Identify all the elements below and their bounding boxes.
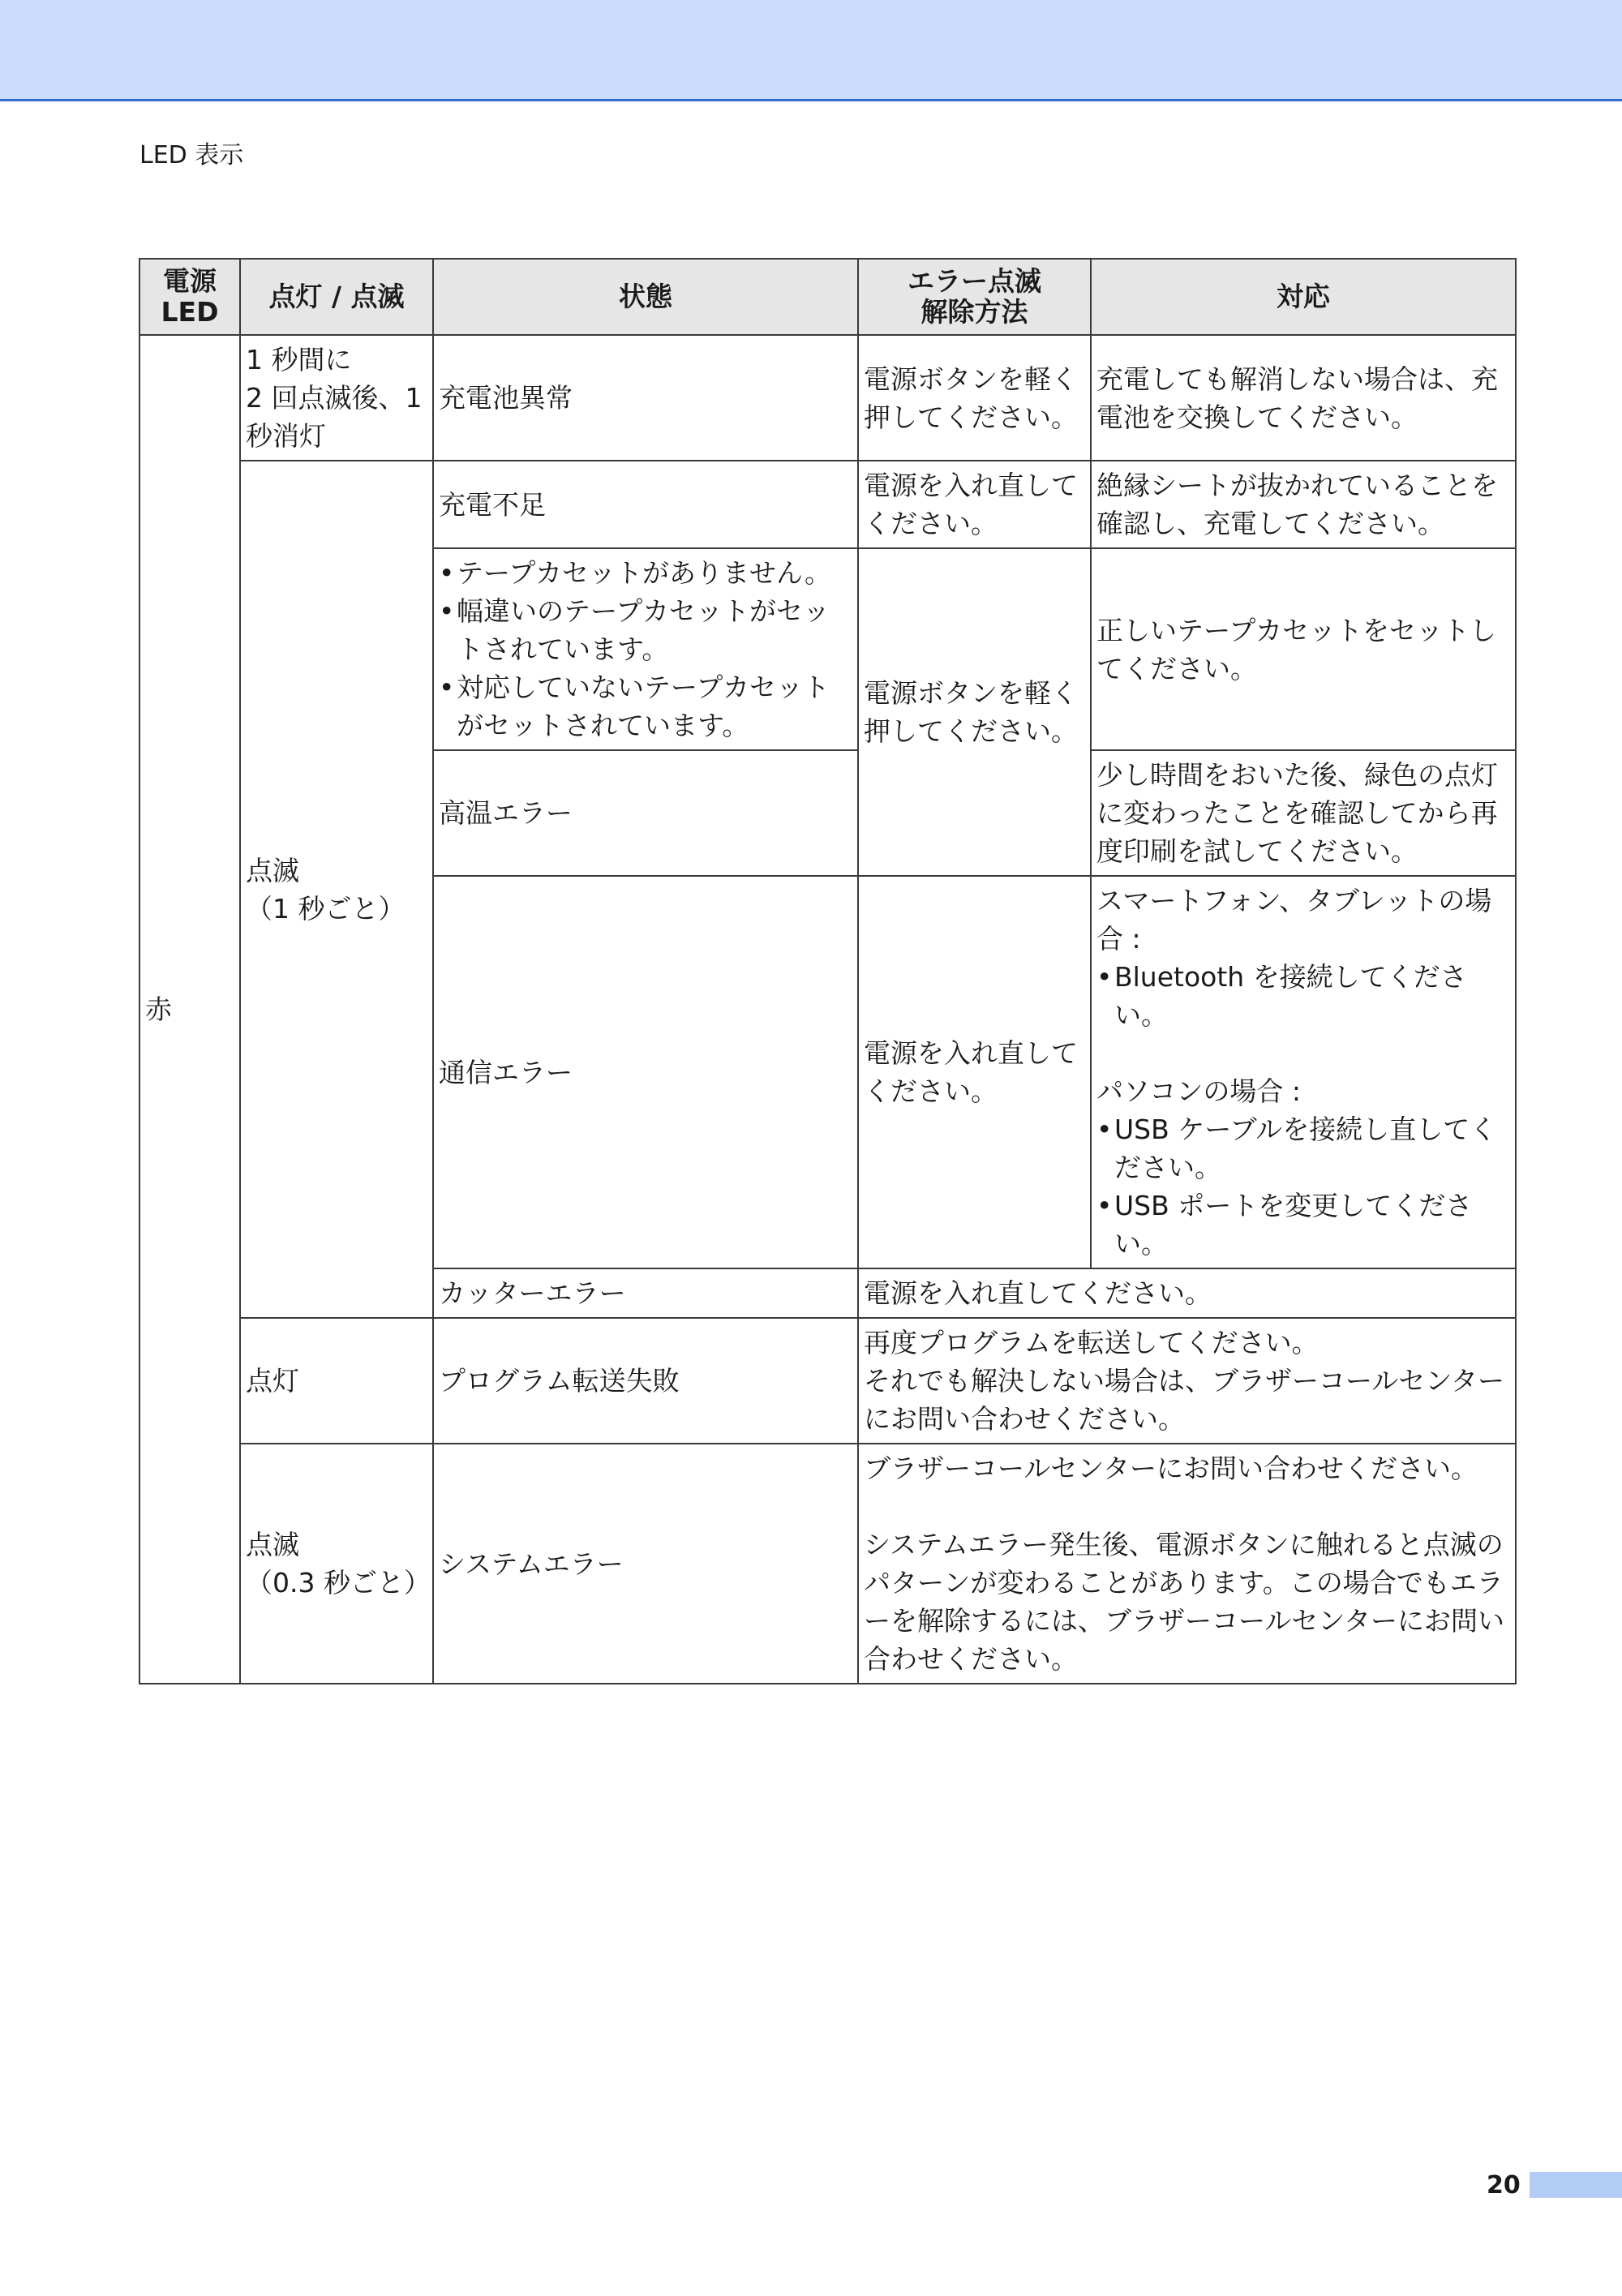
action-bullet-list	[1096, 958, 1510, 1034]
action-heading: スマートフォン、タブレットの場合 :	[1096, 885, 1492, 955]
status-cell: カッターエラー	[433, 1268, 858, 1318]
table-row	[139, 335, 1516, 461]
led-status-table	[139, 258, 1517, 1684]
table-row	[139, 461, 1516, 548]
pattern-line: 2 回点滅後、1	[246, 382, 423, 414]
action-cell: 充電しても解消しない場合は、充電池を交換してください。	[1091, 335, 1516, 461]
action-bullet: • Bluetooth を接続してください。	[1096, 958, 1510, 1034]
clear-action-cell	[858, 1318, 1516, 1444]
status-cell: 通信エラー	[433, 876, 858, 1268]
action-bullet-list	[1096, 1110, 1510, 1263]
action-heading: パソコンの場合 :	[1096, 1075, 1301, 1107]
page-number: 20	[1487, 2171, 1521, 2199]
action-cell	[1091, 876, 1516, 1268]
status-bullet-list	[439, 554, 852, 745]
pattern-cell	[240, 461, 433, 1318]
clear-method-cell: 電源を入れ直してください。	[858, 876, 1091, 1268]
page-tab-marker	[1530, 2172, 1622, 2198]
header-power-led-line2: LED	[161, 296, 219, 328]
clear-method-cell: 電源ボタンを軽く押してください。	[858, 548, 1091, 876]
header-power-led	[139, 259, 240, 335]
table-row	[139, 1318, 1516, 1444]
header-band	[0, 0, 1622, 101]
header-clear-line2: 解除方法	[920, 296, 1028, 328]
clear-action-cell	[858, 1444, 1516, 1684]
status-cell: 充電池異常	[433, 335, 858, 461]
status-cell: システムエラー	[433, 1444, 858, 1684]
clear-method-cell: 電源を入れ直してください。	[858, 461, 1091, 548]
pattern-cell: 点灯	[240, 1318, 433, 1444]
clear-action-text: ブラザーコールセンターにお問い合わせください。	[864, 1453, 1478, 1484]
table-row	[139, 1444, 1516, 1684]
pattern-cell	[240, 335, 433, 461]
status-cell	[433, 548, 858, 750]
header-pattern: 点灯 / 点滅	[240, 259, 433, 335]
led-color-cell: 赤	[139, 335, 240, 1684]
clear-action-text: システムエラー発生後、電源ボタンに触れると点滅のパターンが変わることがあります。この場合でもエラーを解除するには、ブラザーコールセンターにお問い合わせください。	[864, 1529, 1505, 1675]
status-bullet: • 対応していないテープカセットがセットされています。	[439, 668, 852, 745]
action-cell: 絶縁シートが抜かれていることを確認し、充電してください。	[1091, 461, 1516, 548]
pattern-line: 点滅	[246, 1529, 299, 1560]
header-clear-method	[858, 259, 1091, 335]
pattern-line: 1 秒間に	[246, 344, 352, 376]
pattern-line: 点滅	[246, 854, 299, 886]
header-status: 状態	[433, 259, 858, 335]
clear-action-text: 再度プログラムを転送してください。	[864, 1327, 1319, 1358]
status-cell: プログラム転送失敗	[433, 1318, 858, 1444]
header-action: 対応	[1091, 259, 1516, 335]
header-power-led-line1: 電源	[163, 265, 217, 297]
clear-action-text: それでも解決しない場合は、ブラザーコールセンターにお問い合わせください。	[864, 1365, 1505, 1435]
pattern-line: 秒消灯	[246, 420, 326, 452]
status-bullet: • テープカセットがありません。	[439, 554, 852, 592]
header-clear-line1: エラー点滅	[908, 265, 1041, 297]
clear-method-cell: 電源ボタンを軽く押してください。	[858, 335, 1091, 461]
status-cell: 高温エラー	[433, 750, 858, 876]
pattern-cell	[240, 1444, 433, 1684]
action-bullet: • USB ケーブルを接続し直してください。	[1096, 1110, 1510, 1187]
action-cell: 正しいテープカセットをセットしてください。	[1091, 548, 1516, 750]
pattern-line: （1 秒ごと）	[246, 892, 406, 925]
clear-action-cell: 電源を入れ直してください。	[858, 1268, 1516, 1318]
status-bullet: • 幅違いのテープカセットがセットされています。	[439, 592, 852, 668]
pattern-line: （0.3 秒ごと）	[246, 1567, 431, 1599]
section-title: LED 表示	[139, 141, 244, 170]
table-header-row	[139, 259, 1516, 335]
action-bullet: • USB ポートを変更してください。	[1096, 1187, 1510, 1263]
action-cell: 少し時間をおいた後、緑色の点灯に変わったことを確認してから再度印刷を試してください。	[1091, 750, 1516, 876]
status-cell: 充電不足	[433, 461, 858, 548]
